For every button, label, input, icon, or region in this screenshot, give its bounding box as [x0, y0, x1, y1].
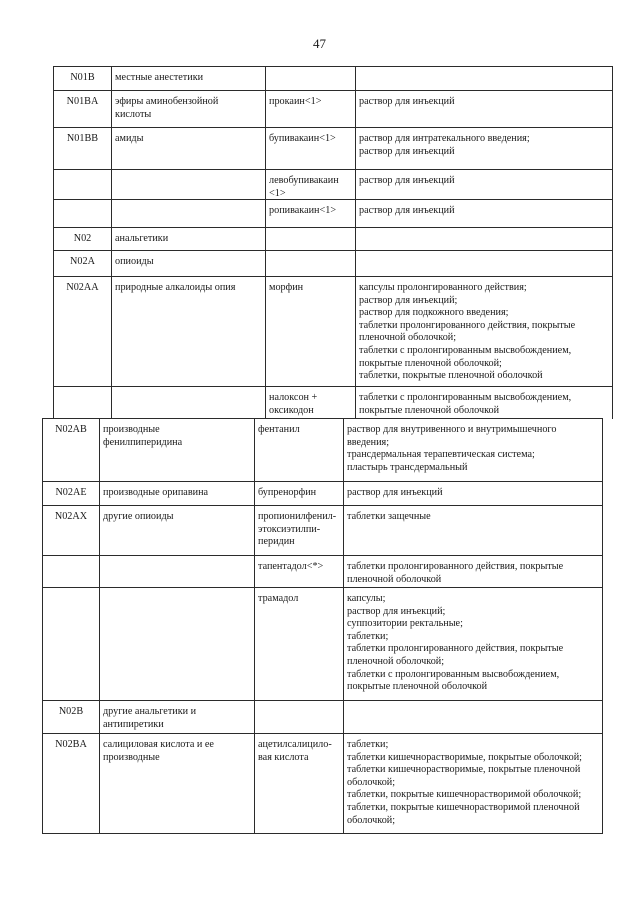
column-divider — [254, 481, 255, 506]
dosage-forms-cell: раствор для инъекций — [359, 96, 455, 107]
atc-code-cell: N02BA — [55, 739, 87, 750]
column-divider — [111, 90, 112, 128]
column-divider — [355, 276, 356, 387]
dosage-forms-cell: раствор для инъекций — [347, 487, 443, 498]
column-divider — [42, 555, 43, 588]
column-divider — [42, 733, 43, 834]
column-divider — [355, 386, 356, 419]
drug-name-cell: ацетилсалицило- вая кислота — [258, 739, 332, 763]
column-divider — [355, 66, 356, 91]
column-divider — [111, 386, 112, 419]
group-name-cell: производные фенилпиперидина — [103, 424, 183, 448]
column-divider — [602, 418, 603, 482]
column-divider — [53, 227, 54, 251]
row-divider — [42, 418, 603, 419]
drug-name-cell: левобупивакаин <1> — [269, 175, 339, 198]
column-divider — [612, 250, 613, 277]
dosage-forms-cell — [359, 256, 609, 275]
drug-name-cell: ропивакаин<1> — [269, 205, 337, 216]
column-divider — [111, 250, 112, 277]
column-divider — [99, 481, 100, 506]
row-divider — [42, 700, 603, 701]
row-divider — [53, 90, 613, 91]
column-divider — [612, 199, 613, 228]
column-divider — [111, 227, 112, 251]
drug-name-cell: морфин — [269, 282, 304, 293]
row-divider — [42, 555, 603, 556]
column-divider — [53, 90, 54, 128]
column-divider — [99, 587, 100, 701]
column-divider — [53, 276, 54, 387]
column-divider — [343, 418, 344, 482]
column-divider — [265, 127, 266, 170]
drug-name-cell: трамадол — [258, 593, 299, 604]
row-divider — [42, 505, 603, 506]
atc-code-cell: N02A — [70, 256, 95, 267]
drug-name-cell: фентанил — [258, 424, 300, 435]
group-name-cell: салициловая кислота и ее производные — [103, 739, 214, 763]
column-divider — [265, 66, 266, 91]
column-divider — [355, 199, 356, 228]
column-divider — [265, 90, 266, 128]
column-divider — [53, 386, 54, 419]
column-divider — [612, 90, 613, 128]
dosage-forms-cell: капсулы; раствор для инъекций; суппозитории ректальные; таблетки; таблетки пролонгированного действия, покрытые пленочной оболочкой; таблетки с пролонгированным высвобождением, покрытые пленочной оболочкой — [347, 593, 564, 693]
column-divider — [355, 90, 356, 128]
column-divider — [53, 169, 54, 200]
column-divider — [602, 587, 603, 701]
drug-name-cell — [258, 706, 340, 732]
drug-name-cell: пропионилфенил- этоксиэтилпи- перидин — [258, 511, 337, 548]
dosage-forms-cell — [347, 706, 599, 732]
column-divider — [355, 127, 356, 170]
column-divider — [343, 587, 344, 701]
column-divider — [42, 481, 43, 506]
row-divider — [53, 227, 613, 228]
atc-code-cell — [46, 593, 96, 699]
drug-name-cell: налоксон + оксикодон — [269, 392, 318, 416]
column-divider — [265, 199, 266, 228]
column-divider — [99, 418, 100, 482]
drug-name-cell: прокаин<1> — [269, 96, 322, 107]
row-divider — [42, 587, 603, 588]
column-divider — [53, 127, 54, 170]
column-divider — [343, 700, 344, 734]
row-divider — [42, 481, 603, 482]
drug-name-cell: тапентадол<*> — [258, 561, 324, 572]
column-divider — [111, 169, 112, 200]
group-name-cell: анальгетики — [115, 233, 169, 244]
dosage-forms-cell: таблетки с пролонгированным высвобождением, покрытые пленочной оболочкой — [359, 392, 572, 416]
column-divider — [343, 555, 344, 588]
dosage-forms-cell: раствор для интратекального введения; раствор для инъекций — [359, 133, 530, 157]
atc-code-cell — [57, 392, 108, 417]
column-divider — [602, 505, 603, 556]
atc-code-cell: N01BA — [66, 96, 99, 107]
column-divider — [111, 199, 112, 228]
column-divider — [99, 733, 100, 834]
column-divider — [254, 587, 255, 701]
dosage-forms-cell: раствор для внутривенного и внутримышечного введения; трансдермальная терапевтическая система; пластырь трансдермальный — [347, 424, 557, 473]
group-name-cell — [115, 205, 262, 226]
drug-name-cell — [269, 72, 352, 89]
atc-code-cell: N02 — [73, 233, 92, 244]
column-divider — [265, 276, 266, 387]
group-name-cell: местные анестетики — [115, 72, 204, 83]
atc-code-cell — [57, 205, 108, 226]
column-divider — [42, 505, 43, 556]
group-name-cell: эфиры аминобензойной кислоты — [115, 96, 219, 120]
column-divider — [602, 481, 603, 506]
column-divider — [254, 505, 255, 556]
drug-name-cell: бупивакаин<1> — [269, 133, 336, 144]
column-divider — [99, 505, 100, 556]
column-divider — [612, 66, 613, 91]
group-name-cell: производные орипавина — [103, 487, 209, 498]
dosage-forms-cell — [359, 233, 609, 249]
column-divider — [99, 700, 100, 734]
row-divider — [53, 66, 613, 67]
row-divider — [53, 169, 613, 170]
column-divider — [343, 505, 344, 556]
column-divider — [612, 127, 613, 170]
column-divider — [265, 386, 266, 419]
column-divider — [111, 66, 112, 91]
group-name-cell: опиоиды — [115, 256, 154, 267]
dosage-forms-cell: капсулы пролонгированного действия; раствор для инъекций; раствор для подкожного введения; таблетки пролонгированного действия, покрытые пленочной оболочкой; таблетки с пролонгированным высвобождением, покрытые пленочной оболочкой; таблетки, покрытые пленочной оболочкой — [359, 282, 576, 382]
dosage-forms-cell: таблетки пролонгированного действия, покрытые пленочной оболочкой — [347, 561, 564, 585]
dosage-forms-cell — [359, 72, 609, 89]
dosage-forms-cell: раствор для инъекций — [359, 205, 455, 216]
column-divider — [612, 386, 613, 419]
atc-code-cell: N02B — [58, 706, 84, 717]
column-divider — [265, 169, 266, 200]
column-divider — [265, 250, 266, 277]
column-divider — [612, 276, 613, 387]
column-divider — [612, 169, 613, 200]
atc-code-cell: N02AE — [55, 487, 87, 498]
row-divider — [42, 733, 603, 734]
column-divider — [42, 587, 43, 701]
atc-code-cell: N02AA — [66, 282, 99, 293]
dosage-forms-cell: раствор для инъекций — [359, 175, 455, 186]
row-divider — [53, 386, 613, 387]
row-divider — [42, 833, 603, 834]
column-divider — [355, 250, 356, 277]
column-divider — [111, 127, 112, 170]
column-divider — [343, 733, 344, 834]
page-number: 47 — [313, 36, 326, 51]
column-divider — [254, 733, 255, 834]
column-divider — [355, 169, 356, 200]
dosage-forms-cell: таблетки; таблетки кишечнорастворимые, покрытые оболочкой; таблетки кишечнорастворимые, покрытые пленочной оболочкой; таблетки, покрытые кишечнорастворимой оболочкой; таблетки, покрытые кишечнорастворимой пленочной оболочкой; — [347, 739, 582, 826]
column-divider — [42, 418, 43, 482]
drug-name-cell — [269, 256, 352, 275]
row-divider — [53, 199, 613, 200]
atc-code-cell — [57, 175, 108, 198]
column-divider — [602, 555, 603, 588]
atc-code-cell: N01BB — [66, 133, 99, 144]
atc-code-cell — [46, 561, 96, 586]
row-divider — [53, 250, 613, 251]
atc-code-cell: N02AB — [55, 424, 87, 435]
group-name-cell — [103, 561, 251, 586]
column-divider — [355, 227, 356, 251]
column-divider — [111, 276, 112, 387]
group-name-cell: другие анальгетики и антипиретики — [103, 706, 197, 730]
row-divider — [53, 276, 613, 277]
column-divider — [99, 555, 100, 588]
column-divider — [53, 66, 54, 91]
column-divider — [254, 555, 255, 588]
column-divider — [254, 418, 255, 482]
column-divider — [53, 250, 54, 277]
group-name-cell — [115, 392, 262, 417]
drug-name-cell — [269, 233, 352, 249]
column-divider — [42, 700, 43, 734]
column-divider — [343, 481, 344, 506]
atc-code-cell: N01B — [70, 72, 95, 83]
column-divider — [265, 227, 266, 251]
column-divider — [53, 199, 54, 228]
row-divider — [53, 127, 613, 128]
group-name-cell — [115, 175, 262, 198]
group-name-cell: амиды — [115, 133, 144, 144]
group-name-cell: природные алкалоиды опия — [115, 282, 236, 293]
column-divider — [254, 700, 255, 734]
column-divider — [612, 227, 613, 251]
drug-name-cell: бупренорфин — [258, 487, 317, 498]
column-divider — [602, 700, 603, 734]
atc-code-cell: N02AX — [54, 511, 88, 522]
dosage-forms-cell: таблетки защечные — [347, 511, 431, 522]
group-name-cell — [103, 593, 251, 699]
group-name-cell: другие опиоиды — [103, 511, 174, 522]
column-divider — [602, 733, 603, 834]
